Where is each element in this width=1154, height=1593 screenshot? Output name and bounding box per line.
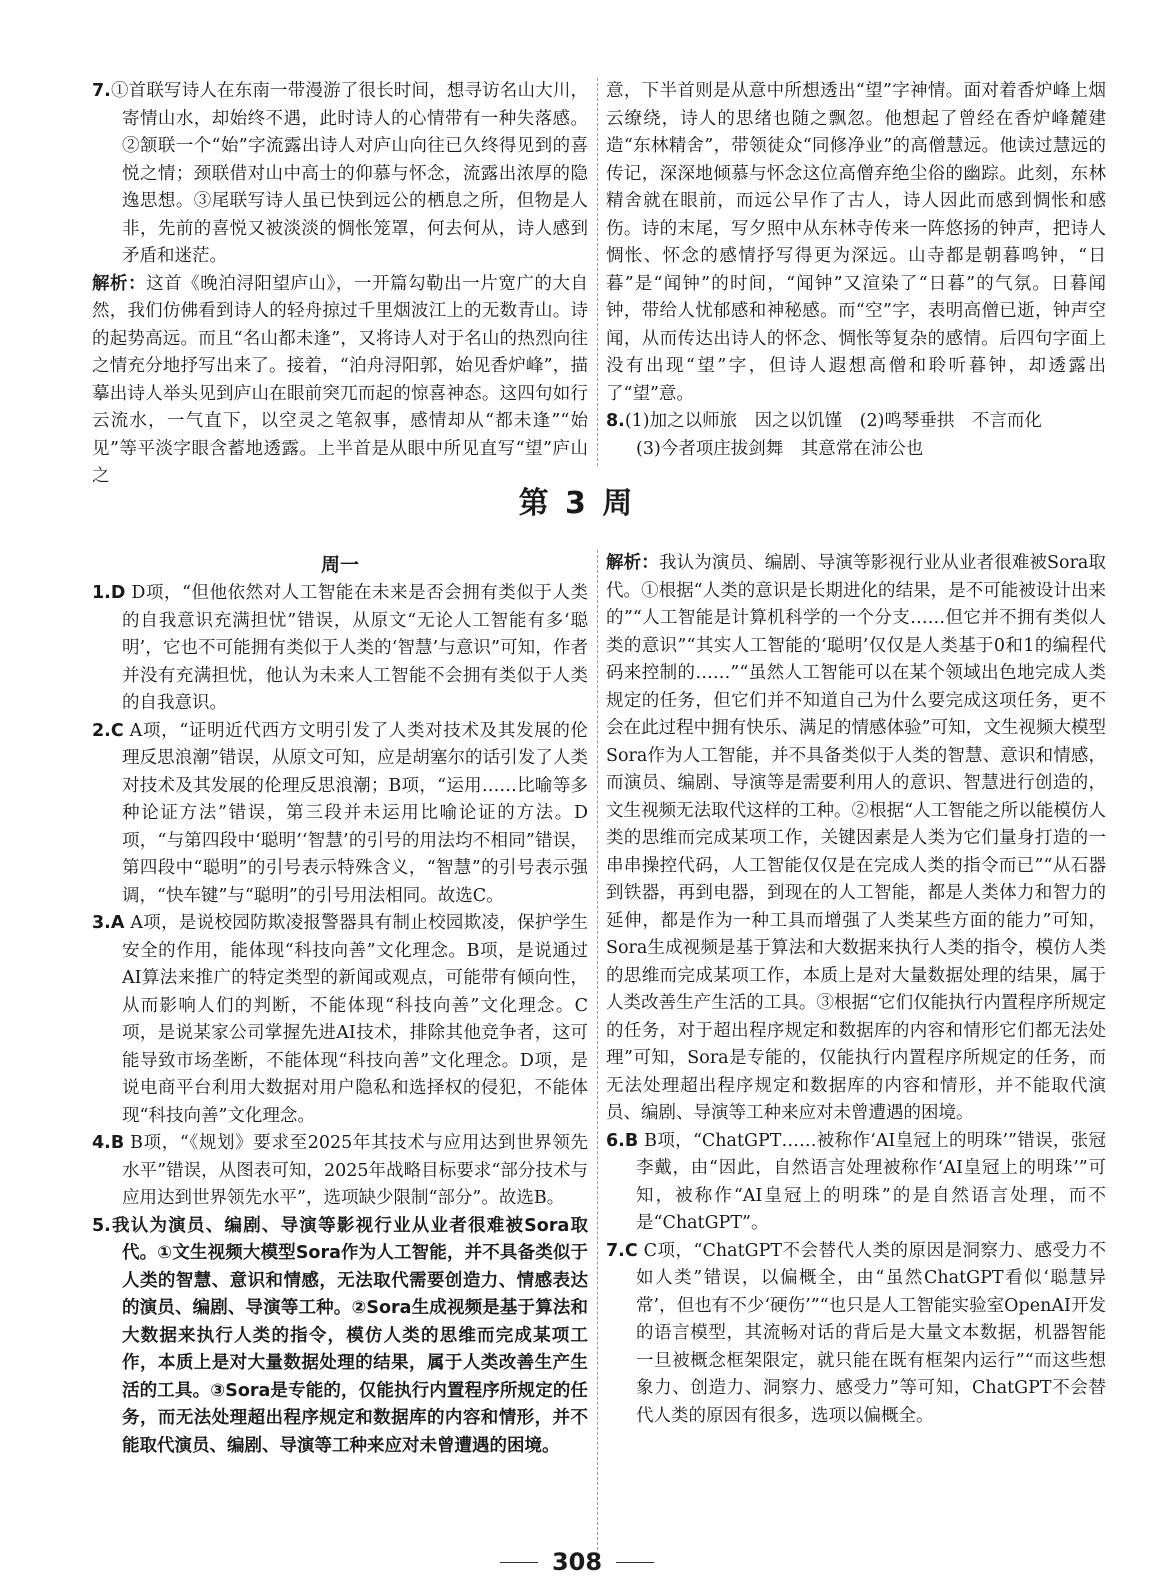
column-divider xyxy=(597,78,598,466)
bottom-left-column xyxy=(92,550,588,1460)
item-answer: C xyxy=(624,1240,638,1261)
top-left-column xyxy=(92,78,588,491)
item-text: A项，“证明近代西方文明引发了人类对技术及其发展的伦理反思浪潮”错误，从原文可知，应是胡塞尔的话引发了人类对技术及其发展的伦理反思浪潮；B项，“运用……比喻等多种论证方法”错误，第三段并未运用比喻论证的方法。D项，“与第四段中‘聪明’‘智慧’的引号的用法均不相同”错误，第四段中“聪明”的引号表示特殊含义，“智慧”的引号表示强调，“快车键”与“聪明”的引号用法相同。故选C。 xyxy=(122,720,588,906)
item-text: (1)加之以师旅 因之以饥馑 (2)鸣琴垂拱 不言而化 xyxy=(624,411,1042,431)
footer-dash xyxy=(500,1562,538,1563)
item-number: 2. xyxy=(92,720,111,741)
day-title: 周一 xyxy=(320,554,359,576)
item-number: 7. xyxy=(606,1240,625,1261)
explanation xyxy=(606,550,1106,1128)
answer-item xyxy=(92,718,588,911)
explanation-label: 解析： xyxy=(606,553,659,573)
explanation-continued: 意，下半首则是从意中所想透出“望”字神情。面对着香炉峰上烟云缭绕，诗人的思绪也随之飘忽。他想起了曾经在香炉峰麓建造“东林精舍”，带领徒众“同修净业”的高僧慧远。他读过慧远的传记，深深地倾慕与怀念这位高僧弃绝尘俗的幽踪。此刻，东林精舍就在眼前，而远公早作了古人，诗人因此而感到惆怅和感伤。诗的末尾，写夕照中从东林寺传来一阵悠扬的钟声，把诗人惆怅、怀念的感情抒写得更为深远。山寺都是朝暮鸣钟，“日暮”是“闻钟”的时间，“闻钟”又渲染了“日暮”的气氛。日暮闻钟，带给人忧郁感和神秘感。而“空”字，表明高僧已逝，钟声空闻，从而传达出诗人的怀念、惆怅等复杂的感情。后四句字面上没有出现“望”字，但诗人遐想高僧和聆听暮钟，却透露出了“望”意。 xyxy=(606,81,1106,404)
item-answer: A xyxy=(110,913,125,933)
item-text-line2: (3)今者项庄拔剑舞 其意常在沛公也 xyxy=(636,438,924,459)
column-divider xyxy=(597,550,598,1550)
item-text: A项，是说校园防欺凌报警器具有制止校园欺凌，保护学生安全的作用，能体现“科技向善”文化理念。B项，是说通过AI算法来推广的特定类型的新闻或观点，可能带有倾向性，从而影响人们的判断，不能体现“科技向善”文化理念。C项，是说某家公司掌握先进AI技术，排除其他竞争者，这可能导致市场垄断，不能体现“科技向善”文化理念。D项，是说电商平台利用大数据对用户隐私和选择权的侵犯，不能体现“科技向善”文化理念。 xyxy=(122,913,588,1126)
item-number: 4. xyxy=(92,1133,111,1153)
answer-item xyxy=(92,78,588,271)
answer-item xyxy=(92,1130,588,1213)
item-answer: C xyxy=(110,720,124,741)
page-footer xyxy=(0,1548,1154,1576)
answer-item xyxy=(606,1128,1106,1238)
answer-item xyxy=(92,910,588,1130)
item-text: 我认为演员、编剧、导演等影视行业从业者很难被Sora取代。①文生视频大模型Sora作为人工智能，并不具备类似于人类的智慧、意识和情感，无法取代需要创造力、情感表达的演员、编剧、导演等工种。②Sora生成视频是基于算法和大数据来执行人类的指令，模仿人类的思维而完成某项工作，本质上是对大量数据处理的结果，属于人类改善生产生活的工具。③Sora是专能的，仅能执行内置程序所规定的任务，而无法处理超出程序规定和数据库的内容和情形，并不能取代演员、编剧、导演等工种来应对未曾遭遇的困境。 xyxy=(110,1215,588,1456)
explanation-text: 我认为演员、编剧、导演等影视行业从业者很难被Sora取代。①根据“人类的意识是长期进化的结果，是不可能被设计出来的”“人工智能是计算机科学的一个分支……但它并不拥有类似人类的意识”“其实人工智能的‘聪明’仅仅是人类基于0和1的编程代码来控制的……”“虽然人工智能可以在某个领域出色地完成人类规定的任务，但它们并不知道自己为什么要完成这项任务，更不会在此过程中拥有快乐、满足的情感体验”可知，文生视频大模型Sora作为人工智能，并不具备类似于人类的智慧、意识和情感，而演员、编剧、导演等是需要利用人的意识、智慧进行创造的，文生视频无法取代这样的工种。②根据“人工智能之所以能模仿人类的思维而完成某项工作，关键因素是人类为它们量身打造的一串串操控代码，人工智能仅仅是在完成人类的指令而已”“从石器到铁器，再到电器，到现在的人工智能，都是人类体力和智力的延伸，都是作为一种工具而增强了人类某些方面的能力”可知，Sora生成视频是基于算法和大数据来执行人类的指令，模仿人类的思维而完成某项工作，本质上是对大量数据处理的结果，属于人类改善生产生活的工具。③根据“它们仅能执行内置程序所规定的任务，对于超出程序规定和数据库的内容和情形它们都无法处理”可知，Sora是专能的，仅能执行内置程序所规定的任务，而无法处理超出程序规定和数据库的内容和情形，并不能取代演员、编剧、导演等工种来应对未曾遭遇的困境。 xyxy=(606,553,1107,1123)
item-answer: B xyxy=(624,1130,639,1151)
item-text: B项，“ChatGPT……被称作‘AI皇冠上的明珠’”错误，张冠李戴，由“因此，自然语言处理被称作‘AI皇冠上的明珠’”可知，被称作“AI皇冠上的明珠”的是自然语言处理，而不是“ChatGPT”。 xyxy=(636,1130,1106,1233)
item-text: D项，“但他依然对人工智能在未来是否会拥有类似于人类的自我意识充满担忧”错误，从原文“无论人工智能有多‘聪明’，它也不可能拥有类似于人类的‘智慧’与意识”可知，作者并没有充满担忧，他认为未来人工智能不会拥有类似于人类的自我意识。 xyxy=(122,583,588,713)
item-number: 5. xyxy=(92,1215,111,1236)
answer-item xyxy=(92,1213,588,1461)
footer-dash xyxy=(616,1562,654,1563)
week-title: 第 3 周 xyxy=(518,486,636,521)
item-number: 7. xyxy=(92,81,111,101)
bottom-right-column xyxy=(606,550,1106,1430)
item-answer: B xyxy=(110,1133,125,1153)
explanation-text: 这首《晚泊浔阳望庐山》，一开篇勾勒出一片宽广的大自然，我们仿佛看到诗人的轻舟掠过千里烟波江上的无数青山。诗的起势高远。而且“名山都未逢”，又将诗人对于名山的热烈向往之情充分地抒写出来了。接着，“泊舟浔阳郭，始见香炉峰”，描摹出诗人举头见到庐山在眼前突兀而起的惊喜神态。这四句如行云流水，一气直下，以空灵之笔叙事，感情却从“都未逢”“始见”等平淡字眼含蓄地透露。上半首是从眼中所见直写“望”庐山之 xyxy=(92,273,588,486)
explanation-label: 解析： xyxy=(92,273,147,294)
item-number: 8. xyxy=(606,411,625,431)
explanation xyxy=(92,271,588,491)
answer-item xyxy=(606,1238,1106,1431)
item-number: 1. xyxy=(92,583,111,603)
item-text: B项，“《规划》要求至2025年其技术与应用达到世界领先水平”错误，从图表可知，2025年战略目标要求“部分技术与应用达到世界领先水平”，选项缺少限制“部分”。故选B。 xyxy=(122,1133,588,1208)
answer-item xyxy=(606,408,1106,436)
item-text: ①首联写诗人在东南一带漫游了很长时间，想寻访名山大川，寄情山水，却始终不遇，此时诗人的心情带有一种失落感。②颔联一个“始”字流露出诗人对庐山向往已久终得见到的喜悦之情；颈联借对山中高士的仰慕与怀念，流露出浓厚的隐逸思想。③尾联写诗人虽已快到远公的栖息之所，但物是人非，先前的喜悦又被淡淡的惆怅笼罩，何去何从，诗人感到矛盾和迷茫。 xyxy=(110,81,588,266)
top-right-column xyxy=(606,78,1106,463)
item-text: C项，“ChatGPT不会替代人类的原因是洞察力、感受力不如人类”错误，以偏概全，由“虽然ChatGPT看似‘聪慧异常’，但也有不少‘硬伤’”“也只是人工智能实验室OpenAI开发的语言模型，其流畅对话的背后是大量文本数据，机器智能一旦被概念框架限定，就只能在既有框架内运行”“而这些想象力、创造力、洞察力、感受力”等可知，ChatGPT不会替代人类的原因有很多，选项以偏概全。 xyxy=(636,1240,1106,1426)
answer-item xyxy=(92,580,588,718)
item-number: 6. xyxy=(606,1130,625,1151)
page-number: 308 xyxy=(551,1548,603,1576)
item-answer: D xyxy=(110,583,126,603)
item-number: 3. xyxy=(92,913,111,933)
